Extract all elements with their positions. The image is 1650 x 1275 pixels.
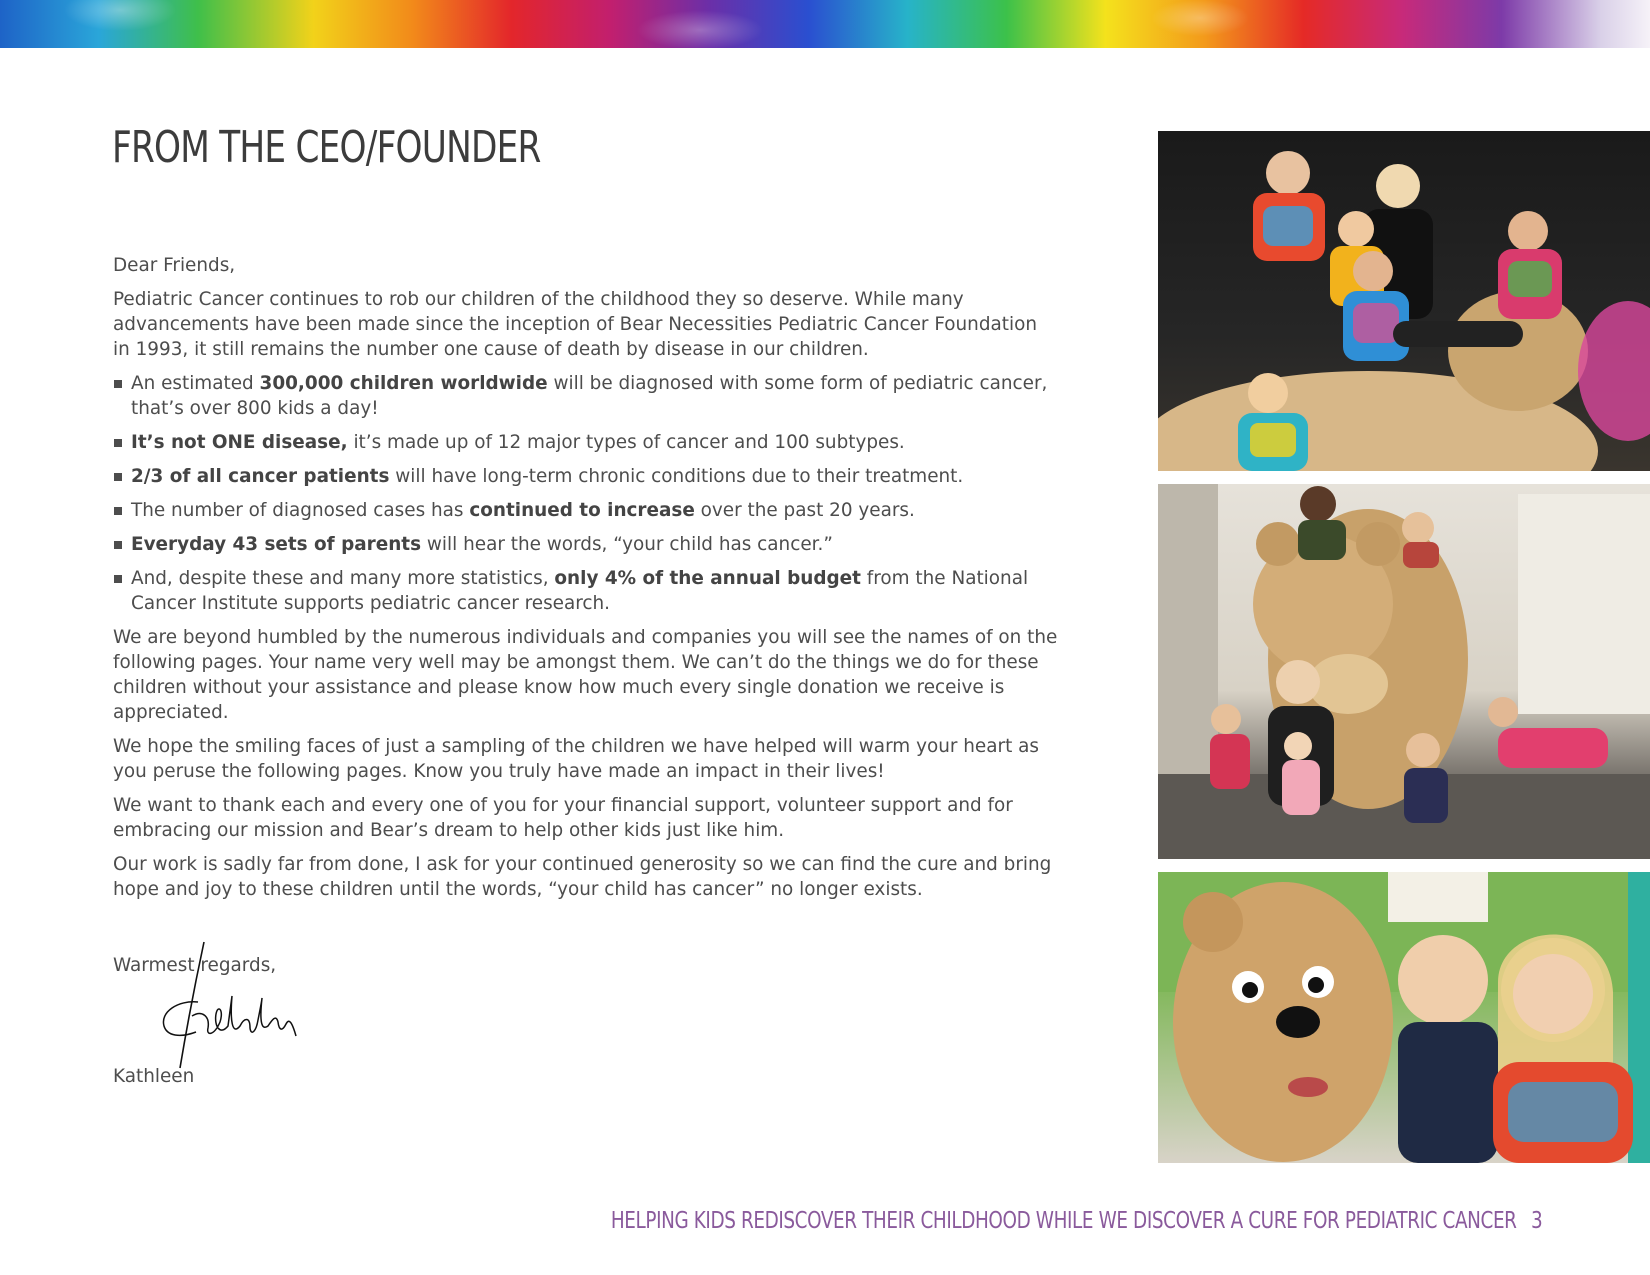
greeting: Dear Friends,: [113, 255, 236, 276]
list-item: An estimated 300,000 children worldwide will be diagnosed with some form of pediatric cancer, that’s over 800 kids a day!: [113, 371, 1058, 421]
handwritten-signature: [158, 940, 298, 1070]
list-item: And, despite these and many more statistics, only 4% of the annual budget from the National Cancer Institute supports pediatric cancer research.: [113, 566, 1058, 616]
photo-bear-mascot-with-child: [1158, 872, 1650, 1163]
photo-family-with-brown-teddy: [1158, 484, 1650, 859]
signer-name: Kathleen: [113, 1066, 195, 1087]
photo-group-with-teddy-bear: [1158, 131, 1650, 471]
list-item: 2/3 of all cancer patients will have long-term chronic conditions due to their treatment.: [113, 464, 1058, 489]
paragraph-thank-you: We want to thank each and every one of you for your financial support, volunteer support and for embracing our mission and Bear’s dream to help other kids just like him.: [113, 795, 1013, 841]
footer-tagline: HELPING KIDS REDISCOVER THEIR CHILDHOOD WHILE WE DISCOVER A CURE FOR PEDIATRIC CANCER: [610, 1208, 1517, 1234]
page-number: 3: [1530, 1208, 1542, 1234]
list-item: The number of diagnosed cases has continued to increase over the past 20 years.: [113, 498, 1058, 523]
paragraph-humbled: We are beyond humbled by the numerous individuals and companies you will see the names of on the following pages. Your name very well may be amongst them. We can’t do the things we do for these children without your assistance and please know how much every single donation we receive is appreciated.: [113, 627, 1058, 723]
footer: [611, 1208, 1542, 1234]
list-item: Everyday 43 sets of parents will hear the words, “your child has cancer.”: [113, 532, 1058, 557]
rainbow-header-banner: [0, 0, 1650, 48]
list-item: It’s not ONE disease, it’s made up of 12 major types of cancer and 100 subtypes.: [113, 430, 1058, 455]
intro-paragraph: Pediatric Cancer continues to rob our children of the childhood they so deserve. While many advancements have been made since the inception of Bear Necessities Pediatric Cancer Foundation in 1993, it still remains the number one cause of death by disease in our children.: [113, 289, 1037, 360]
letter-body: [113, 253, 1058, 911]
closing-line: Warmest regards,: [113, 955, 277, 976]
paragraph-continued-generosity: Our work is sadly far from done, I ask for your continued generosity so we can find the cure and bring hope and joy to these children until the words, “your child has cancer” no longer exists.: [113, 854, 1052, 900]
statistics-list: [113, 371, 1058, 616]
paragraph-smiling-faces: We hope the smiling faces of just a sampling of the children we have helped will warm your heart as you peruse the following pages. Know you truly have made an impact in their lives!: [113, 736, 1039, 782]
page-title: FROM THE CEO/FOUNDER: [112, 122, 541, 173]
